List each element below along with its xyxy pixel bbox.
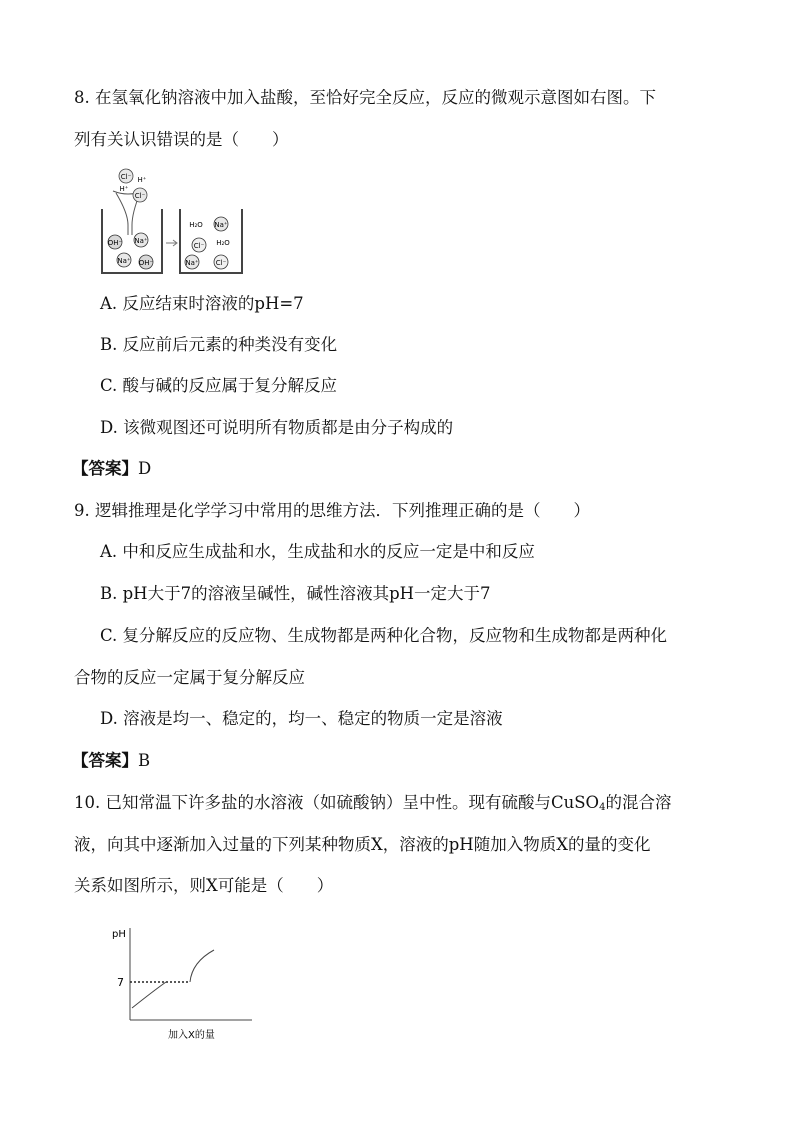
q8-left-ions: [108, 233, 154, 269]
right-ion-6: Cl⁻: [215, 259, 227, 267]
right-ion-2: Na⁺: [214, 221, 228, 229]
q8-option-b: B. 反应前后元素的种类没有变化: [100, 335, 338, 354]
q10-ph-curve-after: [190, 950, 214, 982]
q8-stem-line1: 8. 在氢氧化钠溶液中加入盐酸，至恰好完全反应，反应的微观示意图如右图。下: [74, 88, 656, 107]
left-ion-4: OH⁻: [138, 259, 154, 267]
drop-ion-3: H⁺: [119, 185, 129, 193]
q10-stem-line1: [74, 791, 671, 820]
q9-option-b: B. pH大于7的溶液呈碱性，碱性溶液其pH一定大于7: [100, 584, 491, 603]
q9-answer-label: 【答案】: [72, 751, 138, 770]
q8-right-ions: [185, 217, 230, 269]
left-ion-2: Na⁺: [134, 237, 148, 245]
right-ion-4: H₂O: [216, 239, 230, 247]
q10-y-tick-7: 7: [117, 976, 124, 989]
q8-option-d: D. 该微观图还可说明所有物质都是由分子构成的: [100, 418, 454, 437]
q10-stem-line1-b: 的混合溶: [605, 793, 672, 812]
drop-ion-1: Cl⁻: [120, 173, 132, 181]
q10-ph-curve-rising: [132, 982, 166, 1008]
q10-stem-line3: 关系如图所示，则X可能是（ ）: [74, 876, 334, 895]
q8-answer-value: D: [138, 459, 152, 478]
right-ion-1: H₂O: [189, 221, 203, 229]
q8-answer: [72, 457, 151, 481]
q10-stem-line1-sub: 4: [599, 802, 606, 813]
right-ion-5: Na⁺: [185, 259, 199, 267]
q8-reaction-diagram: [98, 165, 248, 278]
q8-option-c: C. 酸与碱的反应属于复分解反应: [100, 376, 338, 395]
right-ion-3: Cl⁻: [193, 242, 205, 250]
drop-ion-4: Cl⁻: [134, 192, 146, 200]
q9-option-c-line1: C. 复分解反应的反应物、生成物都是两种化合物，反应物和生成物都是两种化: [100, 626, 668, 645]
q9-stem: 9. 逻辑推理是化学学习中常用的思维方法．下列推理正确的是（ ）: [74, 501, 590, 520]
q8-arrow: [166, 240, 177, 246]
q8-stem-line2: 列有关认识错误的是（ ）: [74, 130, 289, 149]
q10-stem-line2: 液，向其中逐渐加入过量的下列某种物质X，溶液的pH随加入物质X的量的变化: [74, 835, 651, 854]
left-ion-3: Na⁺: [117, 257, 131, 265]
q8-answer-label: 【答案】: [72, 459, 138, 478]
q10-y-axis-label: pH: [112, 929, 126, 940]
q10-ph-chart: [100, 918, 260, 1048]
drop-ion-2: H⁺: [137, 176, 147, 184]
q8-option-a: A. 反应结束时溶液的pH=7: [100, 294, 304, 313]
q10-stem-line1-a: 10. 已知常温下许多盐的水溶液（如硫酸钠）呈中性。现有硫酸与CuSO: [74, 793, 600, 812]
q8-drop-ions: [119, 169, 147, 202]
q9-answer-value: B: [138, 751, 151, 770]
q9-option-c-line2: 合物的反应一定属于复分解反应: [74, 668, 305, 687]
q10-x-axis-label: 加入X的量: [168, 1030, 215, 1041]
q9-answer: [72, 749, 150, 773]
q9-option-a: A. 中和反应生成盐和水，生成盐和水的反应一定是中和反应: [100, 542, 535, 561]
left-ion-1: OH⁻: [107, 239, 123, 247]
q9-option-d: D. 溶液是均一、稳定的，均一、稳定的物质一定是溶液: [100, 709, 503, 728]
